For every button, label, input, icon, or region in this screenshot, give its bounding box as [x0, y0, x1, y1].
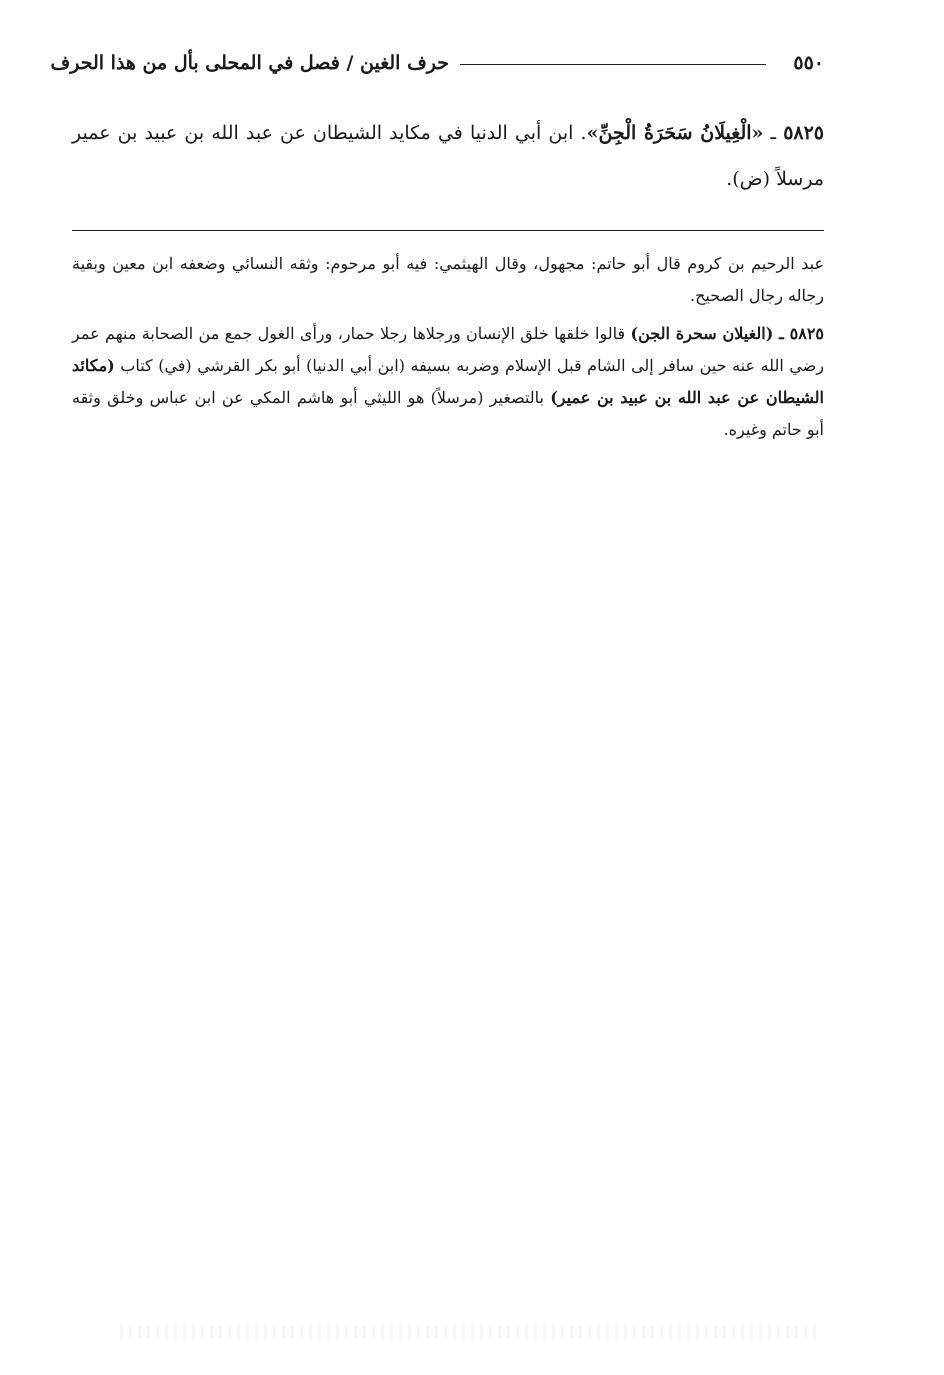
main-hadith-entry	[72, 110, 824, 202]
commentary-text: عبد الرحيم بن كروم قال أبو حاتم: مجهول، وقال الهيثمي: فيه أبو مرحوم: وثقه النسائي وضعفه ابن معين وبقية رجاله رجال الصحيح.	[72, 254, 824, 305]
commentary-quoted-hadith: (الغيلان سحرة الجن)	[630, 324, 774, 343]
running-header	[50, 48, 824, 82]
entry-dash: ـ	[763, 122, 784, 144]
commentary-entry-number: ٥٨٢٥	[789, 324, 824, 343]
header-title: حرف الغين / فصل في المحلى بأل من هذا الحرف	[50, 52, 449, 74]
page-number: ٥٥٠	[793, 52, 824, 74]
footnote-divider	[72, 230, 824, 231]
scan-artifact	[120, 1325, 820, 1339]
commentary-text: (ابن أبي الدنيا) أبو بكر القرشي (في) كتاب	[114, 356, 405, 375]
commentary-paragraph	[72, 318, 824, 446]
commentary-text: بالتصغير (مرسلاً) هو الليثي أبو هاشم المكي عن ابن عباس وخلق وثقه أبو حاتم وغيره.	[72, 388, 824, 439]
entry-number: ٥٨٢٥	[783, 122, 825, 144]
commentary-dash: ـ	[773, 324, 790, 343]
commentary-book-title: (مكائد الشيطان عن عبد الله بن عبيد بن عمير)	[72, 356, 825, 407]
commentary-section	[72, 248, 824, 452]
hadith-source: . ابن أبي الدنيا في مكايد الشيطان عن عبد الله بن عبيد بن عمير مرسلاً (ض).	[72, 122, 824, 190]
commentary-text: قالوا خلقها خلق الإنسان ورجلاها رجلا حمار، ورأى الغول جمع من الصحابة منهم عمر رضي الله عنه حين سافر إلى الشام قبل الإسلام وضربه بسيفه	[72, 324, 824, 375]
commentary-paragraph	[72, 248, 824, 312]
header-rule	[460, 64, 766, 65]
hadith-text: «الْغِيلَانُ سَحَرَةُ الْجِنِّ»	[586, 122, 764, 144]
